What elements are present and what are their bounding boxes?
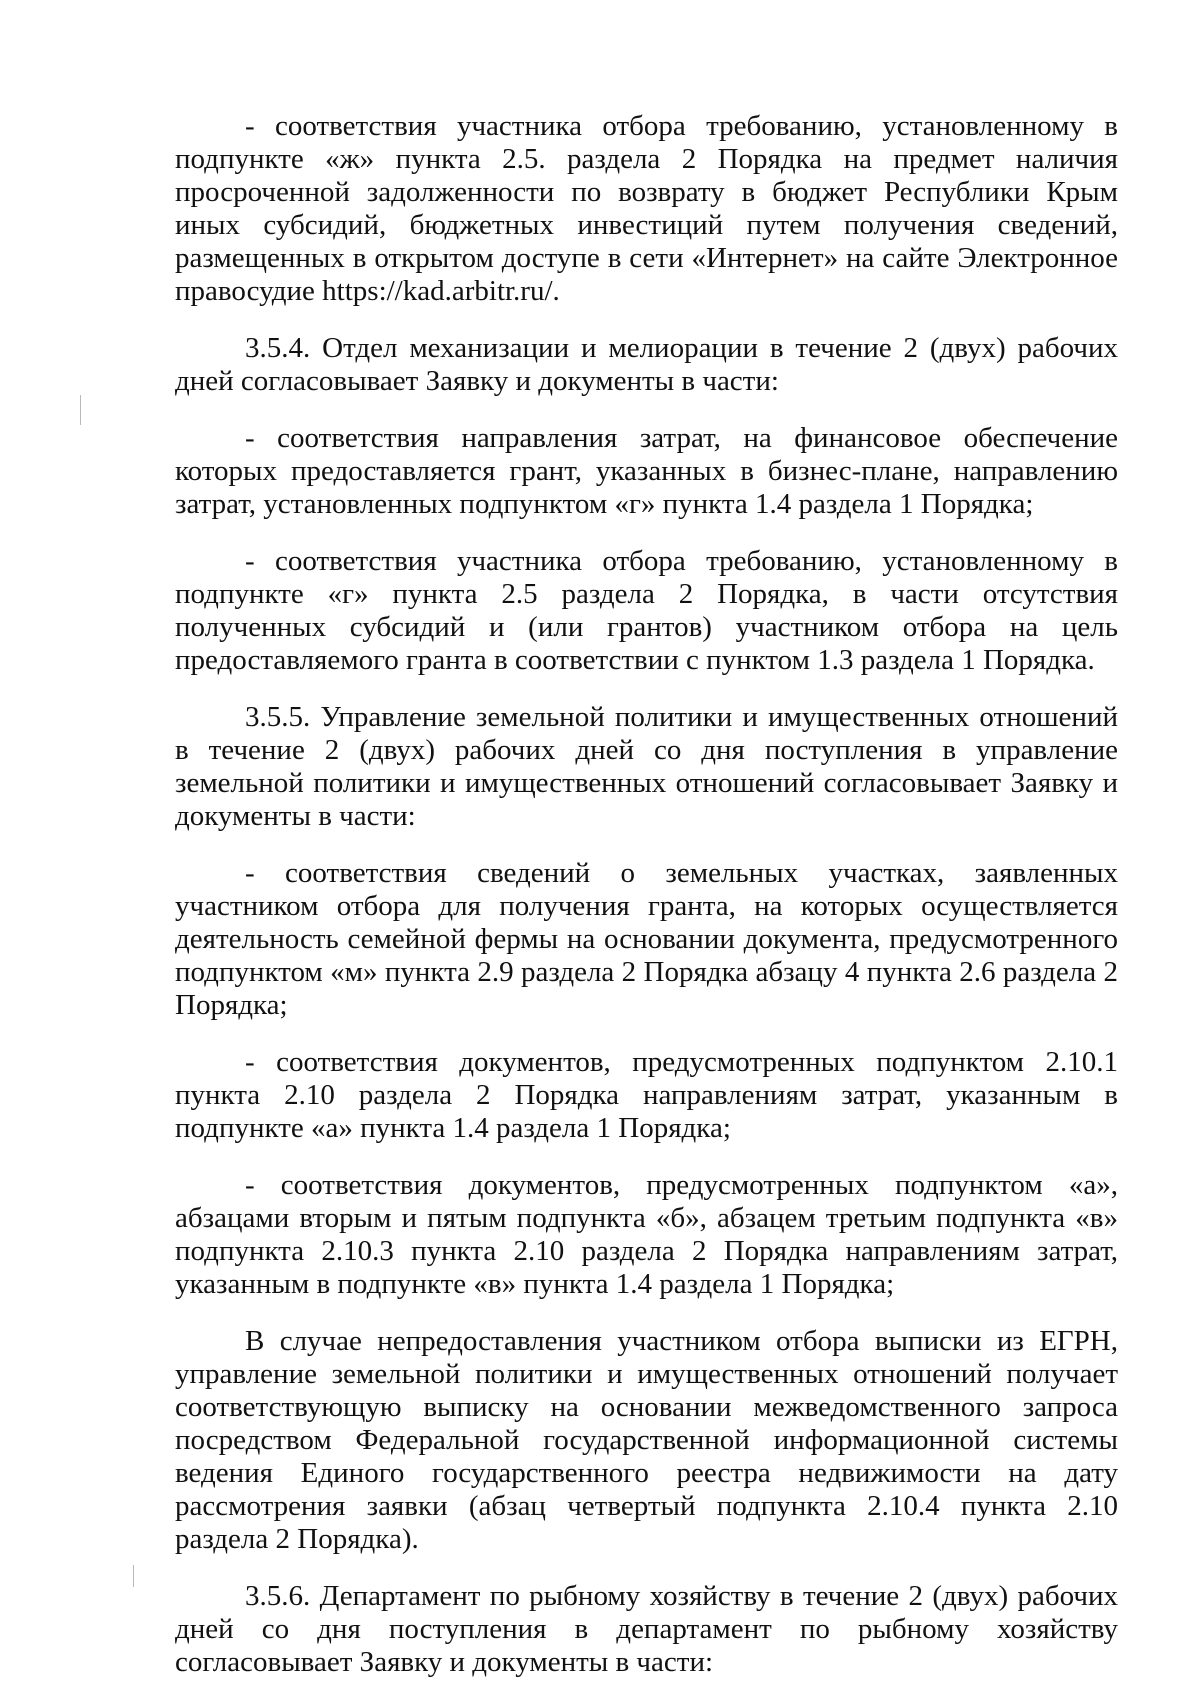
paragraph-1: - соответствия участника отбора требованию, установленному в подпункте «ж» пункта 2.5. раздела 2 Порядка на предмет наличия просроченной задолженности по возврату в бюджет Республики Крым иных субсидий, бюджетных инвестиций путем получения сведений, размещенных в открытом доступе в сети «Интернет» на сайте Электронное правосудие https://kad.arbitr.ru/. [175,110,1118,307]
paragraph-7: - соответствия документов, предусмотренных подпунктом 2.10.1 пункта 2.10 раздела 2 Порядка направлениям затрат, указанным в подпункте «а» пункта 1.4 раздела 1 Порядка; [175,1046,1118,1144]
scan-edge-mark [133,1565,134,1587]
scan-edge-mark [80,395,81,425]
paragraph-3: - соответствия направления затрат, на финансовое обеспечение которых предоставляется грант, указанных в бизнес-плане, направлению затрат, установленных подпунктом «г» пункта 1.4 раздела 1 Порядка; [175,422,1118,520]
paragraph-10: 3.5.6. Департамент по рыбному хозяйству в течение 2 (двух) рабочих дней со дня поступления в департамент по рыбному хозяйству согласовывает Заявку и документы в части: [175,1580,1118,1678]
paragraph-5: 3.5.5. Управление земельной политики и имущественных отношений в течение 2 (двух) рабочих дней со дня поступления в управление земельной политики и имущественных отношений согласовывает Заявку и документы в части: [175,701,1118,832]
paragraph-6: - соответствия сведений о земельных участках, заявленных участником отбора для получения гранта, на которых осуществляется деятельность семейной фермы на основании документа, предусмотренного подпунктом «м» пункта 2.9 раздела 2 Порядка абзацу 4 пункта 2.6 раздела 2 Порядка; [175,857,1118,1021]
paragraph-8: - соответствия документов, предусмотренных подпунктом «а», абзацами вторым и пятым подпункта «б», абзацем третьим подпункта «в» подпункта 2.10.3 пункта 2.10 раздела 2 Порядка направлениям затрат, указанным в подпункте «в» пункта 1.4 раздела 1 Порядка; [175,1169,1118,1300]
paragraph-9: В случае непредоставления участником отбора выписки из ЕГРН, управление земельной политики и имущественных отношений получает соответствующую выписку на основании межведомственного запроса посредством Федеральной государственной информационной системы ведения Единого государственного реестра недвижимости на дату рассмотрения заявки (абзац четвертый подпункта 2.10.4 пункта 2.10 раздела 2 Порядка). [175,1325,1118,1555]
paragraph-2: 3.5.4. Отдел механизации и мелиорации в течение 2 (двух) рабочих дней согласовывает Заявку и документы в части: [175,332,1118,397]
document-body [175,110,1118,1703]
paragraph-4: - соответствия участника отбора требованию, установленному в подпункте «г» пункта 2.5 раздела 2 Порядка, в части отсутствия полученных субсидий и (или грантов) участником отбора на цель предоставляемого гранта в соответствии с пунктом 1.3 раздела 1 Порядка. [175,545,1118,676]
